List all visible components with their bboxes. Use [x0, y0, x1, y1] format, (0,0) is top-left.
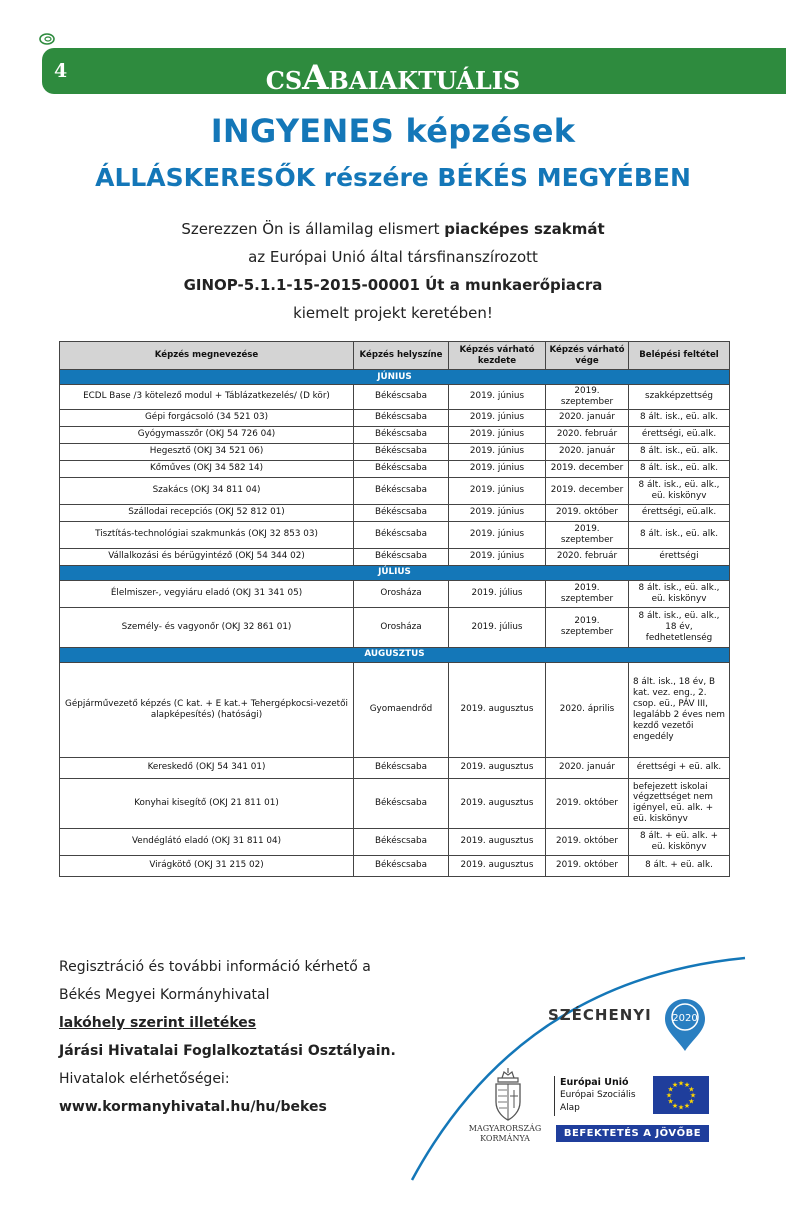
- eu-star-icon: ★: [683, 1101, 691, 1110]
- table-row: [60, 757, 730, 778]
- cell-end: 2019. október: [546, 778, 629, 828]
- cell-name: ECDL Base /3 kötelező modul + Táblázatkezelés/ (D kör): [60, 385, 354, 410]
- cell-start: 2019. augusztus: [449, 828, 546, 855]
- table-row: [60, 521, 730, 548]
- cell-req: 8 ált. isk., 18 év, B kat. vez. eng., 2. csop. eü., PÁV III, legalább 2 éves nem kezdő vezetői engedély: [629, 662, 730, 757]
- cell-place: Békéscsaba: [354, 757, 449, 778]
- cell-start: 2019. június: [449, 443, 546, 460]
- cell-req: 8 ált. isk., eü. alk.: [629, 443, 730, 460]
- table-row: [60, 778, 730, 828]
- szechenyi-2020-pin-icon: [663, 997, 707, 1053]
- government-line-2: KORMÁNYA: [480, 1134, 530, 1143]
- intro-line-3: GINOP-5.1.1-15-2015-00001 Út a munkaerőpiacra: [183, 276, 603, 294]
- cell-start: 2019. június: [449, 504, 546, 521]
- cell-name: Gyógymasszőr (OKJ 54 726 04): [60, 426, 354, 443]
- cell-req: érettségi, eü.alk.: [629, 426, 730, 443]
- cell-place: Békéscsaba: [354, 855, 449, 876]
- training-schedule-table: [59, 341, 730, 877]
- cell-req: szakképzettség: [629, 385, 730, 410]
- table-row: [60, 460, 730, 477]
- eu-line-2: Európai Szociális: [560, 1090, 636, 1101]
- cell-name: Konyhai kisegítő (OKJ 21 811 01): [60, 778, 354, 828]
- headline-secondary: ÁLLÁSKERESŐK részére BÉKÉS MEGYÉBEN: [95, 163, 691, 192]
- cell-req: érettségi: [629, 548, 730, 565]
- cell-start: 2019. június: [449, 477, 546, 504]
- cell-end: 2019. december: [546, 477, 629, 504]
- cell-name: Virágkötő (OKJ 31 215 02): [60, 855, 354, 876]
- eu-star-icon: ★: [688, 1085, 695, 1094]
- cell-end: 2019. október: [546, 504, 629, 521]
- cell-start: 2019. augusztus: [449, 662, 546, 757]
- table-row: [60, 504, 730, 521]
- eu-stars-icon: [653, 1076, 709, 1114]
- table-row: [60, 426, 730, 443]
- footer-line-5: Hivatalok elérhetőségei:: [59, 1071, 230, 1087]
- cell-name: Vendéglátó eladó (OKJ 31 811 04): [60, 828, 354, 855]
- cell-end: 2020. január: [546, 409, 629, 426]
- eu-star-icon: ★: [665, 1091, 673, 1100]
- eu-star-icon: ★: [677, 1103, 685, 1112]
- intro-line-2: az Európai Unió által társfinanszírozott: [248, 248, 538, 266]
- cell-req: 8 ált. + eü. alk.: [629, 855, 730, 876]
- cell-place: Orosháza: [354, 607, 449, 647]
- footer-line-2: Békés Megyei Kormányhivatal: [59, 987, 270, 1003]
- cell-end: 2020. február: [546, 426, 629, 443]
- cell-place: Gyomaendrőd: [354, 662, 449, 757]
- page-number: 4: [54, 60, 68, 82]
- cell-name: Hegesztő (OKJ 34 521 06): [60, 443, 354, 460]
- slogan-banner: BEFEKTETÉS A JÖVŐBE: [556, 1125, 709, 1142]
- cell-req: 8 ált. isk., eü. alk.: [629, 460, 730, 477]
- cell-place: Békéscsaba: [354, 828, 449, 855]
- government-logo-text: [466, 1124, 544, 1144]
- cell-place: Békéscsaba: [354, 385, 449, 410]
- month-row: [60, 565, 730, 580]
- table-row: [60, 409, 730, 426]
- eu-star-icon: ★: [683, 1081, 691, 1090]
- cell-start: 2019. június: [449, 521, 546, 548]
- month-row: [60, 370, 730, 385]
- month-label: JÚNIUS: [60, 370, 730, 385]
- cell-end: 2020. január: [546, 443, 629, 460]
- cell-name: Élelmiszer-, vegyiáru eladó (OKJ 31 341 05): [60, 580, 354, 607]
- cell-req: érettségi, eü.alk.: [629, 504, 730, 521]
- intro-line-1-prefix: Szerezzen Ön is államilag elismert: [181, 220, 445, 238]
- cell-place: Békéscsaba: [354, 521, 449, 548]
- cell-end: 2019. október: [546, 828, 629, 855]
- eu-star-icon: ★: [667, 1097, 674, 1106]
- cell-start: 2019. június: [449, 548, 546, 565]
- cell-req: 8 ált. isk., eü. alk., eü. kiskönyv: [629, 580, 730, 607]
- cell-name: Vállalkozási és bérügyintéző (OKJ 54 344 02): [60, 548, 354, 565]
- eu-line-3: Alap: [560, 1102, 580, 1113]
- eu-star-icon: ★: [671, 1101, 679, 1110]
- column-header: Képzés megnevezése: [60, 342, 354, 370]
- cell-req: 8 ált. isk., eü. alk., eü. kiskönyv: [629, 477, 730, 504]
- cell-end: 2019. szeptember: [546, 580, 629, 607]
- eu-star-icon: ★: [667, 1085, 674, 1094]
- cell-end: 2019. szeptember: [546, 607, 629, 647]
- cell-start: 2019. június: [449, 460, 546, 477]
- cell-name: Szállodai recepciós (OKJ 52 812 01): [60, 504, 354, 521]
- cell-place: Békéscsaba: [354, 504, 449, 521]
- cell-place: Orosháza: [354, 580, 449, 607]
- eu-flag-icon: [653, 1076, 709, 1114]
- headline-primary: INGYENES képzések: [210, 112, 576, 150]
- cell-name: Személy- és vagyonőr (OKJ 32 861 01): [60, 607, 354, 647]
- cell-start: 2019. június: [449, 385, 546, 410]
- intro-line-1: [0, 220, 786, 238]
- cell-req: érettségi + eü. alk.: [629, 757, 730, 778]
- footer-line-3: lakóhely szerint illetékes: [59, 1015, 257, 1031]
- intro-line-1-bold: piacképes szakmát: [444, 220, 605, 238]
- column-header: Belépési feltétel: [629, 342, 730, 370]
- cell-place: Békéscsaba: [354, 477, 449, 504]
- cell-start: 2019. augusztus: [449, 757, 546, 778]
- cell-start: 2019. augusztus: [449, 778, 546, 828]
- cell-start: 2019. július: [449, 580, 546, 607]
- cell-req: 8 ált. isk., eü. alk., 18 év, fedhetetlenség: [629, 607, 730, 647]
- eu-divider: [554, 1076, 555, 1116]
- eu-star-icon: ★: [671, 1081, 679, 1090]
- cell-start: 2019. június: [449, 409, 546, 426]
- cell-name: Tisztítás-technológiai szakmunkás (OKJ 32 853 03): [60, 521, 354, 548]
- eu-star-icon: ★: [688, 1097, 695, 1106]
- masthead-part: A: [302, 58, 329, 98]
- government-line-1: MAGYARORSZÁG: [468, 1124, 542, 1133]
- table-row: [60, 662, 730, 757]
- table-row: [60, 855, 730, 876]
- month-label: JÚLIUS: [60, 565, 730, 580]
- footer-line-4: Járási Hivatalai Foglalkoztatási Osztályain.: [59, 1043, 396, 1059]
- masthead-part: CS: [265, 66, 303, 95]
- cell-req: 8 ált. isk., eü. alk.: [629, 521, 730, 548]
- month-row: [60, 647, 730, 662]
- table-row: [60, 580, 730, 607]
- cell-end: 2020. április: [546, 662, 629, 757]
- cell-place: Békéscsaba: [354, 443, 449, 460]
- cell-name: Kőműves (OKJ 34 582 14): [60, 460, 354, 477]
- cell-start: 2019. június: [449, 426, 546, 443]
- masthead: [0, 58, 786, 98]
- cell-name: Gépi forgácsoló (34 521 03): [60, 409, 354, 426]
- szechenyi-year: 2020: [672, 1013, 698, 1024]
- swirl-logo-icon: [38, 32, 56, 46]
- table-row: [60, 477, 730, 504]
- eu-star-icon: ★: [677, 1079, 685, 1088]
- cell-end: 2019. október: [546, 855, 629, 876]
- cell-place: Békéscsaba: [354, 426, 449, 443]
- eu-star-icon: ★: [689, 1091, 697, 1100]
- cell-place: Békéscsaba: [354, 548, 449, 565]
- cell-place: Békéscsaba: [354, 409, 449, 426]
- cell-place: Békéscsaba: [354, 778, 449, 828]
- footer-line-1: Regisztráció és további információ kérhető a: [59, 959, 371, 975]
- eu-line-1: Európai Unió: [560, 1077, 629, 1088]
- cell-name: Szakács (OKJ 34 811 04): [60, 477, 354, 504]
- cell-end: 2020. január: [546, 757, 629, 778]
- cell-req: 8 ált. isk., eü. alk.: [629, 409, 730, 426]
- szechenyi-logo-text: SZÉCHENYI: [548, 1006, 652, 1024]
- month-label: AUGUSZTUS: [60, 647, 730, 662]
- column-header: Képzés várható kezdete: [449, 342, 546, 370]
- masthead-part: BAIAKTUÁLIS: [328, 66, 521, 95]
- cell-req: befejezett iskolai végzettséget nem igényel, eü. alk. + eü. kiskönyv: [629, 778, 730, 828]
- cell-name: Gépjárművezető képzés (C kat. + E kat.+ Tehergépkocsi-vezetői alapképesítés) (hatósági): [60, 662, 354, 757]
- column-header: Képzés várható vége: [546, 342, 629, 370]
- website-link[interactable]: www.kormanyhivatal.hu/hu/bekes: [59, 1099, 327, 1115]
- column-header: Képzés helyszíne: [354, 342, 449, 370]
- table-row: [60, 548, 730, 565]
- cell-end: 2019. szeptember: [546, 385, 629, 410]
- cell-name: Kereskedő (OKJ 54 341 01): [60, 757, 354, 778]
- hungarian-coat-of-arms-icon: [490, 1068, 526, 1122]
- cell-place: Békéscsaba: [354, 460, 449, 477]
- cell-end: 2020. február: [546, 548, 629, 565]
- table-row: [60, 828, 730, 855]
- cell-start: 2019. július: [449, 607, 546, 647]
- table-row: [60, 443, 730, 460]
- intro-line-4: kiemelt projekt keretében!: [293, 304, 493, 322]
- eu-logo-text: [560, 1076, 636, 1114]
- table-row: [60, 607, 730, 647]
- cell-end: 2019. szeptember: [546, 521, 629, 548]
- cell-end: 2019. december: [546, 460, 629, 477]
- cell-start: 2019. augusztus: [449, 855, 546, 876]
- cell-req: 8 ált. + eü. alk. + eü. kiskönyv: [629, 828, 730, 855]
- table-row: [60, 385, 730, 410]
- table-header-row: [60, 342, 730, 370]
